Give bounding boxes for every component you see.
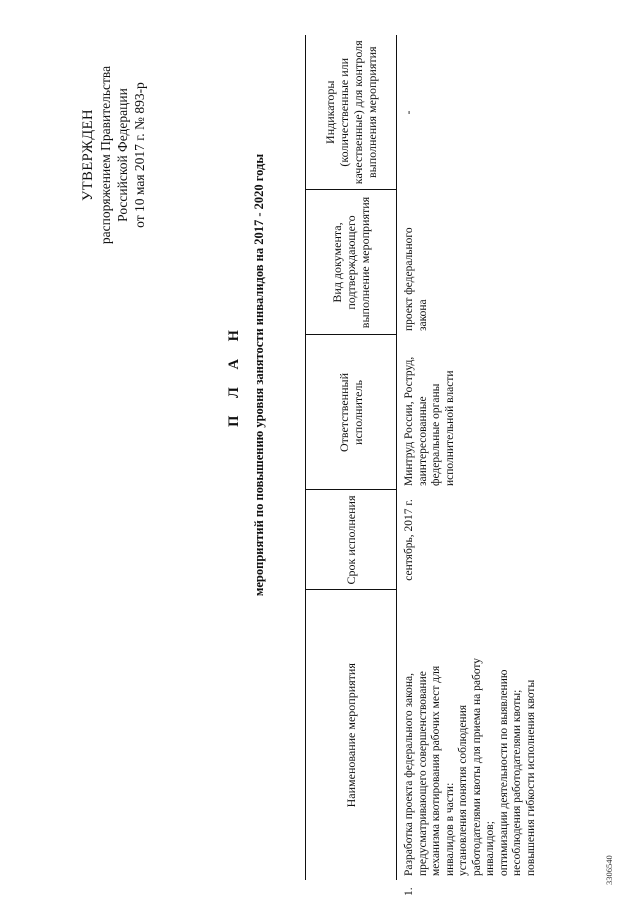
approval-stamp — [80, 45, 148, 265]
name-line: несоблюдения работодателями квоты; — [511, 689, 523, 876]
name-line: оптимизации деятельности по выявлению — [497, 669, 510, 876]
name-line: предусматривающего совершенствование — [416, 671, 429, 876]
header-deadline: Срок исполнения — [306, 490, 397, 590]
name-line: установления понятия соблюдения — [457, 704, 469, 876]
name-line: инвалидов; — [484, 821, 496, 876]
name-line: Разработка проекта федерального закона, — [403, 672, 415, 876]
approval-heading: УТВЕРЖДЕН — [80, 109, 96, 201]
row-number: 1. — [403, 887, 415, 896]
name-line: работодателями квоты для приема на работу — [470, 657, 483, 876]
table-row — [397, 35, 545, 880]
header-executor: Ответственный исполнитель — [306, 335, 397, 490]
header-name: Наименование мероприятия — [306, 590, 397, 880]
page-code: 3306540 — [604, 855, 614, 885]
table-header-row — [306, 35, 397, 880]
approval-date: от 10 мая 2017 г. № 893-р — [132, 82, 147, 228]
page-subtitle: мероприятий по повышению уровня занятости инвалидов на 2017 - 2020 годы — [252, 153, 266, 597]
row-document: проект федерального закона — [403, 227, 429, 331]
approval-line: Российской Федерации — [115, 88, 130, 222]
row-indicator: - — [403, 110, 415, 115]
header-indicator: Индикаторы (количественные или качественные) для контроля выполнения мероприятия — [306, 35, 397, 190]
row-name-cell — [397, 590, 545, 896]
name-line: механизма квотирования рабочих мест для — [430, 665, 442, 876]
header-document: Вид документа, подтверждающего выполнение мероприятия — [306, 190, 397, 335]
row-executor: Минтруд России, Роструд, заинтересованные федеральные органы исполнительной власти — [403, 356, 456, 486]
name-line: инвалидов в части: — [443, 782, 456, 876]
page-title: П Л А Н — [226, 323, 242, 427]
name-line: повышения гибкости исполнения квоты — [524, 679, 537, 876]
plan-table — [305, 35, 544, 896]
row-deadline: сентябрь, 2017 г. — [403, 499, 415, 581]
approval-line: распоряжением Правительства — [98, 65, 113, 245]
